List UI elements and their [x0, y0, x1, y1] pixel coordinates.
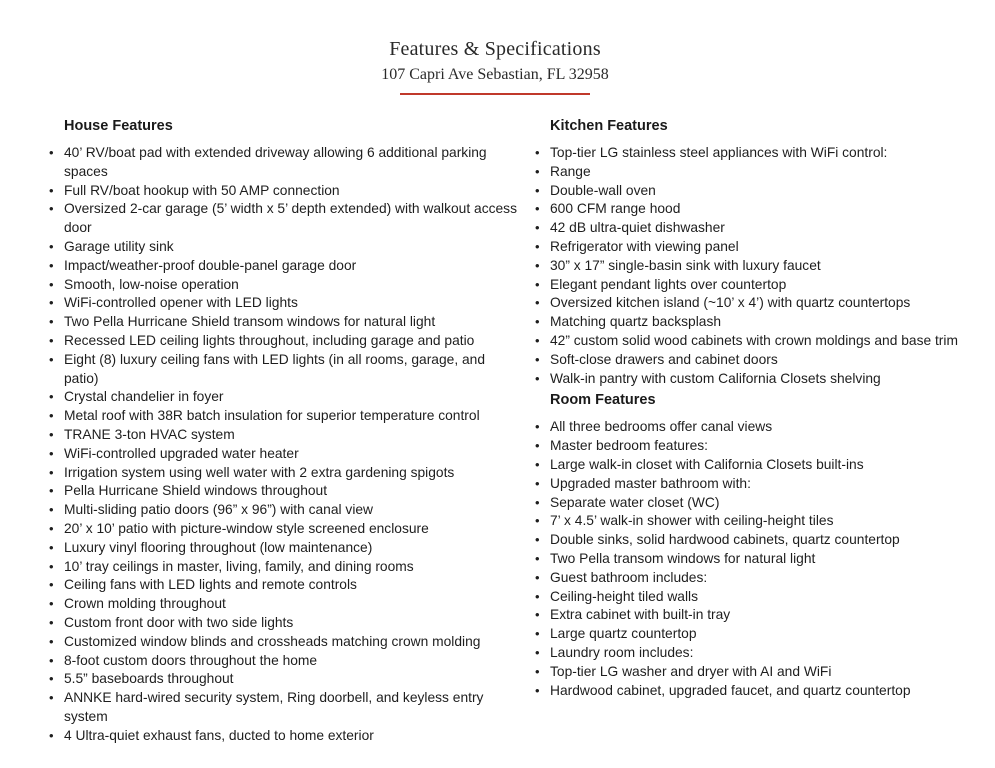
bullet-icon: •	[49, 614, 54, 630]
room-features-heading: Room Features	[550, 392, 656, 409]
bullet-icon: •	[49, 690, 54, 706]
bullet-icon: •	[49, 445, 54, 461]
list-item-text: 40’ RV/boat pad with extended driveway allowing 6 additional parking spaces	[64, 145, 487, 179]
list-item-text: Top-tier LG washer and dryer with AI and WiFi	[550, 663, 832, 679]
house-feature-item	[49, 200, 520, 238]
list-item-text: Two Pella transom windows for natural light	[550, 550, 816, 566]
bullet-icon: •	[535, 494, 540, 510]
house-feature-item	[49, 182, 520, 201]
list-item-text: Ceiling-height tiled walls	[550, 588, 699, 604]
kitchen-feature-item	[535, 182, 990, 201]
bullet-icon: •	[535, 314, 540, 330]
room-feature-item	[535, 512, 990, 531]
list-item-text: Matching quartz backsplash	[550, 314, 722, 330]
kitchen-feature-item	[535, 332, 990, 351]
bullet-icon: •	[535, 220, 540, 236]
bullet-icon: •	[49, 389, 54, 405]
list-item-text: Guest bathroom includes:	[550, 569, 708, 585]
bullet-icon: •	[535, 163, 540, 179]
kitchen-feature-item	[535, 219, 990, 238]
house-feature-item	[49, 445, 520, 464]
bullet-icon: •	[535, 351, 540, 367]
bullet-icon: •	[49, 182, 54, 198]
list-item-text: Luxury vinyl flooring throughout (low maintenance)	[64, 539, 373, 555]
kitchen-room-column	[535, 116, 990, 700]
list-item-text: Custom front door with two side lights	[64, 614, 294, 630]
bullet-icon: •	[535, 438, 540, 454]
bullet-icon: •	[49, 577, 54, 593]
kitchen-feature-item	[535, 257, 990, 276]
house-feature-item	[49, 520, 520, 539]
bullet-icon: •	[535, 550, 540, 566]
kitchen-feature-item	[535, 163, 990, 182]
bullet-icon: •	[49, 502, 54, 518]
list-item-text: Separate water closet (WC)	[550, 494, 720, 510]
room-feature-item	[535, 418, 990, 437]
bullet-icon: •	[49, 727, 54, 743]
bullet-icon: •	[49, 464, 54, 480]
list-item-text: Upgraded master bathroom with:	[550, 475, 751, 491]
bullet-icon: •	[535, 419, 540, 435]
bullet-icon: •	[535, 145, 540, 160]
house-feature-item	[49, 464, 520, 483]
bullet-icon: •	[535, 370, 540, 386]
list-item-text: Laundry room includes:	[550, 644, 694, 660]
bullet-icon: •	[49, 483, 54, 499]
kitchen-feature-item	[535, 144, 990, 163]
house-feature-item	[49, 257, 520, 276]
house-features-column	[49, 116, 520, 746]
bullet-icon: •	[49, 596, 54, 612]
house-feature-item	[49, 332, 520, 351]
list-item-text: Double sinks, solid hardwood cabinets, quartz countertop	[550, 532, 900, 548]
list-item-text: Refrigerator with viewing panel	[550, 238, 739, 254]
house-feature-item	[49, 633, 520, 652]
list-item-text: Extra cabinet with built-in tray	[550, 607, 731, 623]
room-feature-item	[535, 625, 990, 644]
list-item-text: TRANE 3-ton HVAC system	[64, 426, 235, 442]
house-feature-item	[49, 576, 520, 595]
list-item-text: Walk-in pantry with custom California Closets shelving	[550, 370, 881, 386]
bullet-icon: •	[49, 652, 54, 668]
bullet-icon: •	[49, 276, 54, 292]
bullet-icon: •	[535, 532, 540, 548]
list-item-text: Range	[550, 163, 591, 179]
list-item-text: 20’ x 10’ patio with picture-window style screened enclosure	[64, 520, 429, 536]
bullet-icon: •	[535, 295, 540, 311]
list-item-text: Crown molding throughout	[64, 596, 226, 612]
room-feature-item	[535, 456, 990, 475]
house-feature-item	[49, 388, 520, 407]
list-item-text: Garage utility sink	[64, 238, 174, 254]
room-features-list	[535, 418, 990, 700]
bullet-icon: •	[535, 644, 540, 660]
page-title: Features & Specifications	[389, 38, 601, 60]
list-item-text: 10’ tray ceilings in master, living, family, and dining rooms	[64, 558, 414, 574]
list-item-text: Pella Hurricane Shield windows throughout	[64, 483, 328, 499]
bullet-icon: •	[535, 201, 540, 217]
list-item-text: Master bedroom features:	[550, 438, 708, 454]
list-item-text: Hardwood cabinet, upgraded faucet, and quartz countertop	[550, 682, 911, 698]
list-item-text: 600 CFM range hood	[550, 201, 681, 217]
house-feature-item	[49, 351, 520, 389]
list-item-text: 30” x 17” single-basin sink with luxury faucet	[550, 257, 821, 273]
room-feature-item	[535, 682, 990, 701]
bullet-icon: •	[535, 182, 540, 198]
bullet-icon: •	[49, 314, 54, 330]
house-feature-item	[49, 426, 520, 445]
room-feature-item	[535, 588, 990, 607]
list-item-text: Top-tier LG stainless steel appliances with WiFi control:	[550, 145, 888, 160]
kitchen-feature-item	[535, 370, 990, 389]
house-feature-item	[49, 313, 520, 332]
bullet-icon: •	[535, 513, 540, 529]
bullet-icon: •	[535, 663, 540, 679]
kitchen-feature-item	[535, 294, 990, 313]
document-header	[0, 36, 990, 95]
list-item-text: Recessed LED ceiling lights throughout, including garage and patio	[64, 332, 475, 348]
bullet-icon: •	[49, 558, 54, 574]
list-item-text: 5.5” baseboards throughout	[64, 671, 234, 687]
house-feature-item	[49, 595, 520, 614]
bullet-icon: •	[49, 332, 54, 348]
house-features-list	[49, 144, 520, 746]
bullet-icon: •	[49, 351, 54, 367]
list-item-text: Metal roof with 38R batch insulation for superior temperature control	[64, 408, 480, 424]
house-features-heading: House Features	[64, 118, 173, 134]
bullet-icon: •	[49, 145, 54, 160]
bullet-icon: •	[49, 257, 54, 273]
bullet-icon: •	[49, 201, 54, 217]
house-feature-item	[49, 558, 520, 577]
list-item-text: Oversized 2-car garage (5’ width x 5’ depth extended) with walkout access door	[64, 201, 517, 236]
property-address: 107 Capri Ave Sebastian, FL 32958	[381, 66, 609, 83]
bullet-icon: •	[535, 607, 540, 623]
room-feature-item	[535, 644, 990, 663]
list-item-text: 42” custom solid wood cabinets with crown moldings and base trim	[550, 332, 958, 348]
kitchen-features-list	[535, 144, 990, 388]
bullet-icon: •	[49, 295, 54, 311]
list-item-text: Eight (8) luxury ceiling fans with LED lights (in all rooms, garage, and patio)	[64, 351, 486, 386]
house-feature-item	[49, 539, 520, 558]
list-item-text: Large quartz countertop	[550, 626, 697, 642]
room-feature-item	[535, 663, 990, 682]
bullet-icon: •	[49, 671, 54, 687]
house-feature-item	[49, 689, 520, 727]
list-item-text: WiFi-controlled upgraded water heater	[64, 445, 299, 461]
list-item-text: ANNKE hard-wired security system, Ring doorbell, and keyless entry system	[64, 690, 484, 724]
room-feature-item	[535, 494, 990, 513]
bullet-icon: •	[535, 626, 540, 642]
house-feature-item	[49, 276, 520, 295]
list-item-text: 7’ x 4.5’ walk-in shower with ceiling-height tiles	[550, 513, 834, 529]
house-feature-item	[49, 670, 520, 689]
kitchen-feature-item	[535, 238, 990, 257]
list-item-text: Customized window blinds and crossheads matching crown molding	[64, 633, 481, 649]
house-feature-item	[49, 727, 520, 746]
bullet-icon: •	[535, 332, 540, 348]
list-item-text: Oversized kitchen island (~10’ x 4’) with quartz countertops	[550, 295, 911, 311]
bullet-icon: •	[535, 456, 540, 472]
title-divider	[400, 93, 590, 95]
room-feature-item	[535, 475, 990, 494]
bullet-icon: •	[49, 539, 54, 555]
list-item-text: Double-wall oven	[550, 182, 656, 198]
list-item-text: Large walk-in closet with California Closets built-ins	[550, 456, 864, 472]
bullet-icon: •	[49, 633, 54, 649]
bullet-icon: •	[49, 520, 54, 536]
room-feature-item	[535, 531, 990, 550]
kitchen-features-heading: Kitchen Features	[550, 118, 668, 134]
list-item-text: 4 Ultra-quiet exhaust fans, ducted to home exterior	[64, 727, 374, 743]
house-feature-item	[49, 144, 520, 182]
list-item-text: All three bedrooms offer canal views	[550, 419, 773, 435]
house-feature-item	[49, 294, 520, 313]
kitchen-feature-item	[535, 276, 990, 295]
bullet-icon: •	[535, 257, 540, 273]
list-item-text: Multi-sliding patio doors (96” x 96”) with canal view	[64, 502, 374, 518]
house-feature-item	[49, 652, 520, 671]
list-item-text: Full RV/boat hookup with 50 AMP connection	[64, 182, 340, 198]
room-feature-item	[535, 569, 990, 588]
bullet-icon: •	[49, 426, 54, 442]
bullet-icon: •	[535, 682, 540, 698]
list-item-text: Elegant pendant lights over countertop	[550, 276, 787, 292]
room-feature-item	[535, 437, 990, 456]
room-feature-item	[535, 606, 990, 625]
bullet-icon: •	[535, 276, 540, 292]
kitchen-feature-item	[535, 351, 990, 370]
house-feature-item	[49, 407, 520, 426]
house-feature-item	[49, 238, 520, 257]
list-item-text: Impact/weather-proof double-panel garage door	[64, 257, 357, 273]
list-item-text: 42 dB ultra-quiet dishwasher	[550, 220, 725, 236]
house-feature-item	[49, 482, 520, 501]
bullet-icon: •	[535, 475, 540, 491]
list-item-text: WiFi-controlled opener with LED lights	[64, 295, 298, 311]
bullet-icon: •	[535, 569, 540, 585]
bullet-icon: •	[535, 588, 540, 604]
list-item-text: Ceiling fans with LED lights and remote controls	[64, 577, 357, 593]
list-item-text: 8-foot custom doors throughout the home	[64, 652, 318, 668]
house-feature-item	[49, 501, 520, 520]
bullet-icon: •	[535, 238, 540, 254]
kitchen-feature-item	[535, 200, 990, 219]
list-item-text: Irrigation system using well water with 2 extra gardening spigots	[64, 464, 455, 480]
list-item-text: Two Pella Hurricane Shield transom windows for natural light	[64, 314, 436, 330]
bullet-icon: •	[49, 408, 54, 424]
room-feature-item	[535, 550, 990, 569]
list-item-text: Crystal chandelier in foyer	[64, 389, 224, 405]
kitchen-feature-item	[535, 313, 990, 332]
list-item-text: Soft-close drawers and cabinet doors	[550, 351, 778, 367]
list-item-text: Smooth, low-noise operation	[64, 276, 239, 292]
house-feature-item	[49, 614, 520, 633]
bullet-icon: •	[49, 238, 54, 254]
